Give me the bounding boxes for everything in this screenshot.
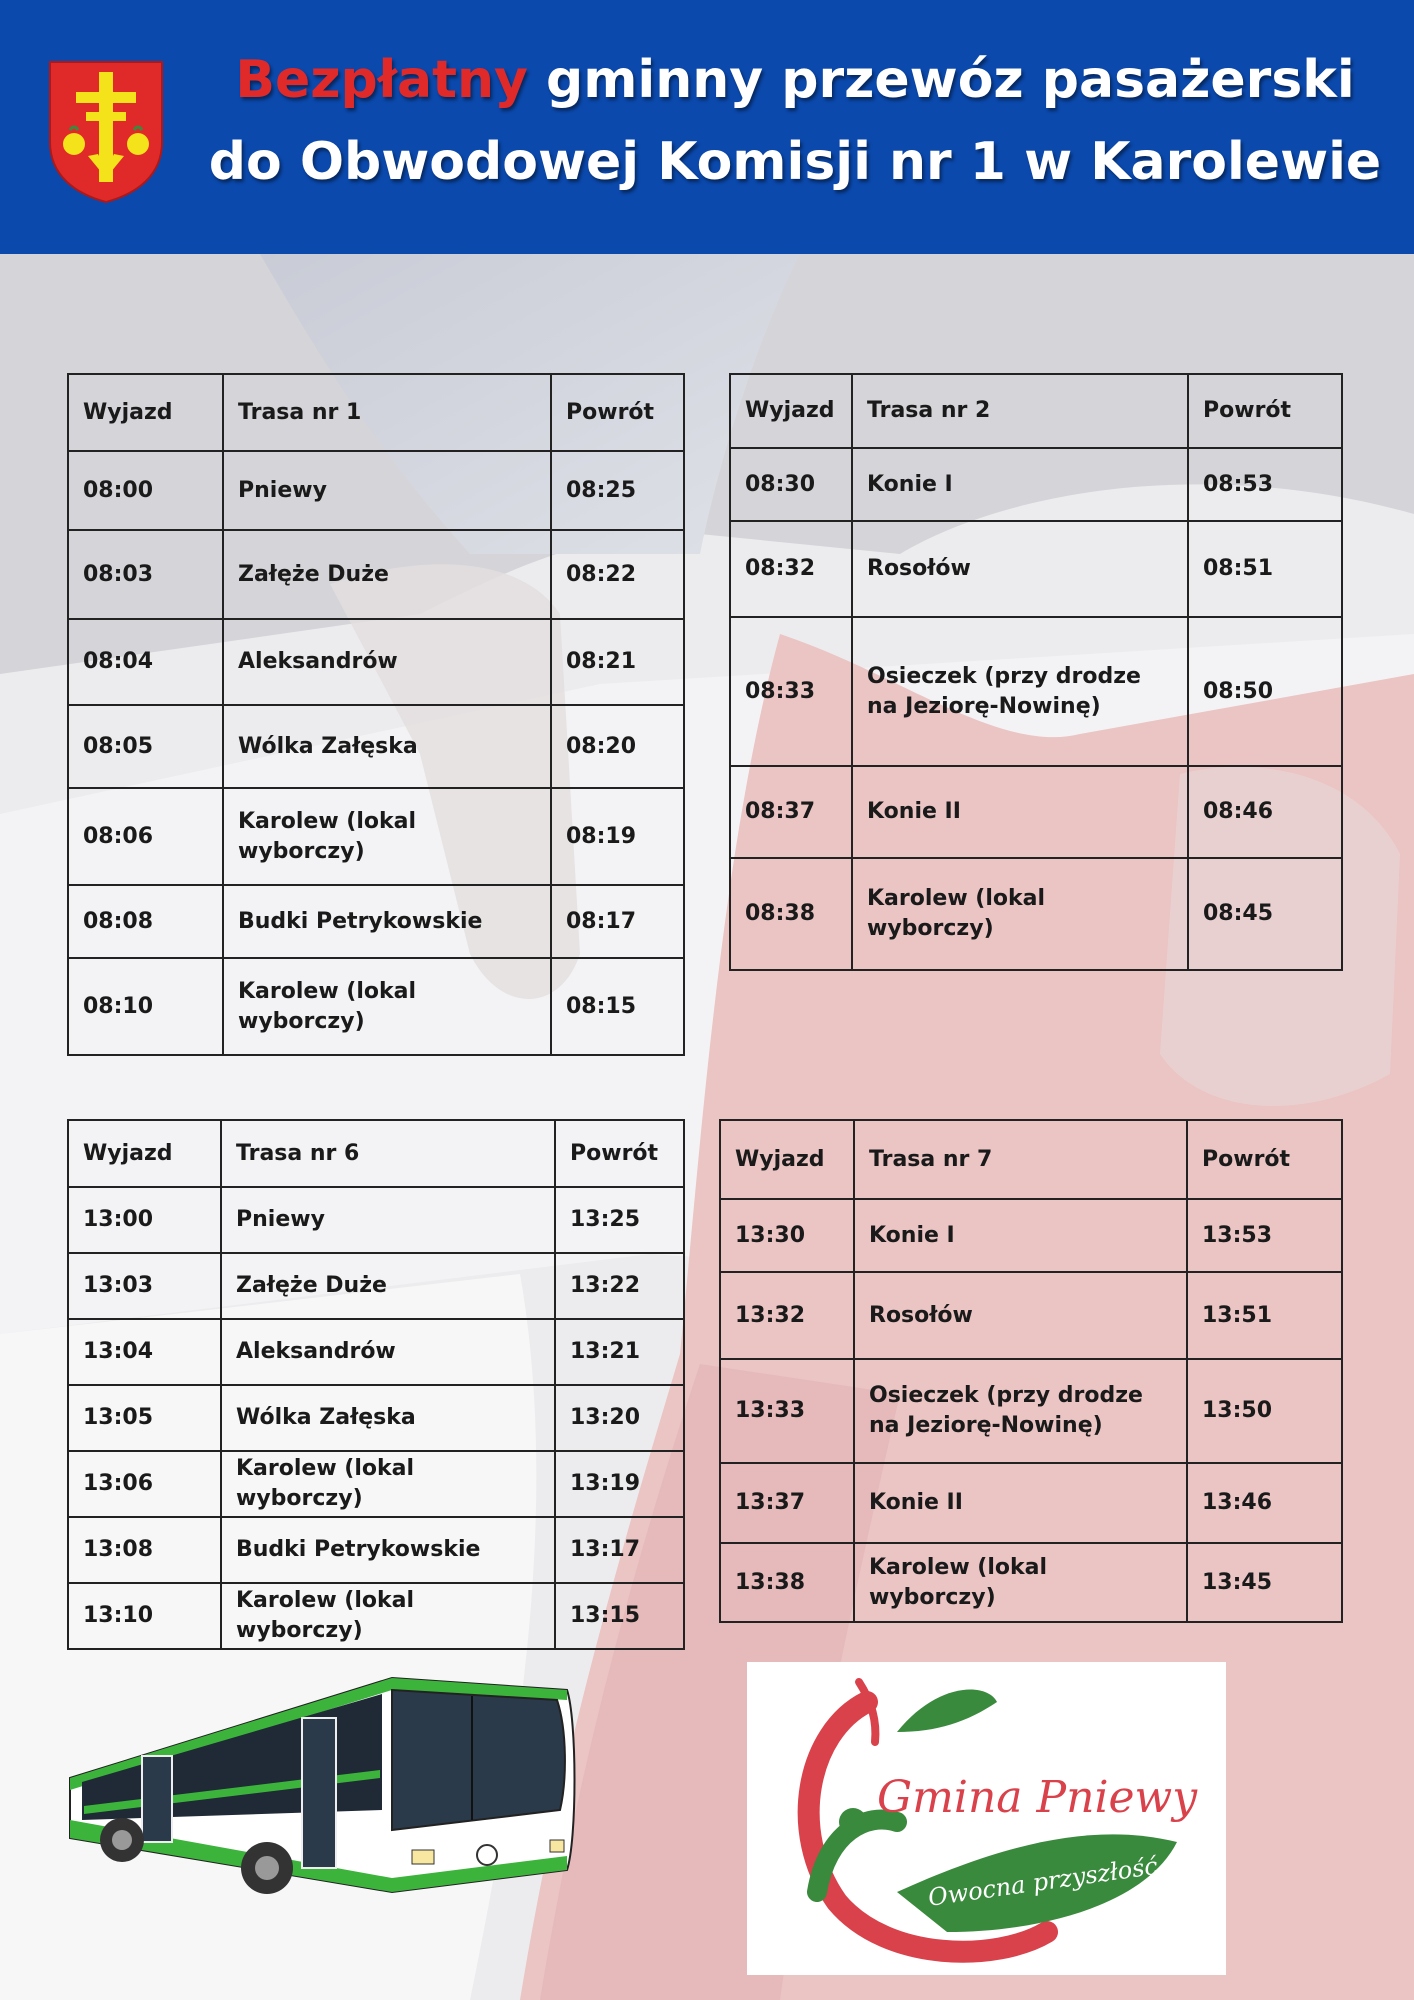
return-time: 08:21 bbox=[551, 619, 684, 705]
timetable-route-1 bbox=[67, 373, 685, 1056]
return-time: 08:20 bbox=[551, 705, 684, 788]
departure-time: 08:04 bbox=[68, 619, 223, 705]
stop-name: Osieczek (przy drodze na Jeziorę-Nowinę) bbox=[854, 1359, 1187, 1463]
title-accent: Bezpłatny bbox=[235, 50, 528, 110]
table-row bbox=[730, 858, 1342, 970]
return-time: 13:20 bbox=[555, 1385, 684, 1451]
stop-name: Aleksandrów bbox=[223, 619, 551, 705]
table-row bbox=[68, 958, 684, 1055]
departure-time: 08:10 bbox=[68, 958, 223, 1055]
return-time: 13:51 bbox=[1187, 1272, 1342, 1359]
return-time: 13:22 bbox=[555, 1253, 684, 1319]
departure-time: 08:05 bbox=[68, 705, 223, 788]
table-row bbox=[720, 1199, 1342, 1272]
stop-name: Pniewy bbox=[221, 1187, 555, 1253]
table-row bbox=[68, 788, 684, 885]
return-time: 13:25 bbox=[555, 1187, 684, 1253]
header-return: Powrót bbox=[555, 1120, 684, 1187]
table-row bbox=[68, 451, 684, 530]
table-row bbox=[68, 619, 684, 705]
coat-of-arms-icon bbox=[46, 58, 166, 204]
return-time: 08:22 bbox=[551, 530, 684, 619]
return-time: 08:51 bbox=[1188, 521, 1342, 617]
departure-time: 08:30 bbox=[730, 448, 852, 521]
header-departure: Wyjazd bbox=[68, 374, 223, 451]
header-return: Powrót bbox=[1187, 1120, 1342, 1199]
return-time: 13:46 bbox=[1187, 1463, 1342, 1543]
table-row bbox=[720, 1359, 1342, 1463]
header-banner bbox=[0, 0, 1414, 254]
departure-time: 13:37 bbox=[720, 1463, 854, 1543]
departure-time: 13:08 bbox=[68, 1517, 221, 1583]
departure-time: 08:32 bbox=[730, 521, 852, 617]
table-row bbox=[68, 1319, 684, 1385]
return-time: 08:45 bbox=[1188, 858, 1342, 970]
title-rest: gminny przewóz pasażerski bbox=[545, 50, 1355, 110]
stop-name: Konie II bbox=[854, 1463, 1187, 1543]
stop-name: Konie I bbox=[854, 1199, 1187, 1272]
header-return: Powrót bbox=[551, 374, 684, 451]
stop-name: Załęże Duże bbox=[223, 530, 551, 619]
stop-name: Konie II bbox=[852, 766, 1188, 858]
table-row bbox=[68, 530, 684, 619]
departure-time: 08:06 bbox=[68, 788, 223, 885]
departure-time: 13:00 bbox=[68, 1187, 221, 1253]
return-time: 08:15 bbox=[551, 958, 684, 1055]
logo-slogan: Owocna przyszłość bbox=[926, 1851, 1160, 1912]
stop-name: Załęże Duże bbox=[221, 1253, 555, 1319]
table-row bbox=[68, 705, 684, 788]
departure-time: 08:33 bbox=[730, 617, 852, 766]
table-row bbox=[68, 885, 684, 958]
stop-name: Wólka Załęska bbox=[223, 705, 551, 788]
return-time: 08:46 bbox=[1188, 766, 1342, 858]
stop-name: Karolew (lokal wyborczy) bbox=[223, 788, 551, 885]
timetable-route-6 bbox=[67, 1119, 685, 1650]
table-row bbox=[68, 1253, 684, 1319]
stop-name: Konie I bbox=[852, 448, 1188, 521]
stop-name: Budki Petrykowskie bbox=[221, 1517, 555, 1583]
table-row bbox=[68, 1385, 684, 1451]
table-row bbox=[68, 1451, 684, 1517]
table-row bbox=[720, 1543, 1342, 1622]
stop-name: Karolew (lokal wyborczy) bbox=[223, 958, 551, 1055]
departure-time: 13:03 bbox=[68, 1253, 221, 1319]
return-time: 08:25 bbox=[551, 451, 684, 530]
stop-name: Pniewy bbox=[223, 451, 551, 530]
stop-name: Rosołów bbox=[852, 521, 1188, 617]
stop-name: Karolew (lokal wyborczy) bbox=[221, 1451, 555, 1517]
table-row bbox=[68, 1517, 684, 1583]
table-row bbox=[730, 766, 1342, 858]
table-header-row bbox=[68, 1120, 684, 1187]
stop-name: Budki Petrykowskie bbox=[223, 885, 551, 958]
return-time: 13:15 bbox=[555, 1583, 684, 1649]
table-row bbox=[68, 1583, 684, 1649]
stop-name: Osieczek (przy drodze na Jeziorę-Nowinę) bbox=[852, 617, 1188, 766]
stop-name: Karolew (lokal wyborczy) bbox=[852, 858, 1188, 970]
table-row bbox=[68, 1187, 684, 1253]
header-route: Trasa nr 7 bbox=[854, 1120, 1187, 1199]
stop-name: Karolew (lokal wyborczy) bbox=[221, 1583, 555, 1649]
departure-time: 08:37 bbox=[730, 766, 852, 858]
header-return: Powrót bbox=[1188, 374, 1342, 448]
table-header-row bbox=[68, 374, 684, 451]
departure-time: 13:04 bbox=[68, 1319, 221, 1385]
table-header-row bbox=[720, 1120, 1342, 1199]
table-row bbox=[730, 521, 1342, 617]
timetable-route-2 bbox=[729, 373, 1343, 971]
title-line-1 bbox=[200, 50, 1390, 110]
departure-time: 08:03 bbox=[68, 530, 223, 619]
stop-name: Wólka Załęska bbox=[221, 1385, 555, 1451]
table-row bbox=[720, 1463, 1342, 1543]
departure-time: 08:08 bbox=[68, 885, 223, 958]
title-line-2: do Obwodowej Komisji nr 1 w Karolewie bbox=[208, 132, 1382, 192]
gmina-logo bbox=[747, 1662, 1226, 1975]
header-route: Trasa nr 1 bbox=[223, 374, 551, 451]
table-row bbox=[730, 448, 1342, 521]
departure-time: 13:05 bbox=[68, 1385, 221, 1451]
stop-name: Aleksandrów bbox=[221, 1319, 555, 1385]
return-time: 08:53 bbox=[1188, 448, 1342, 521]
departure-time: 13:10 bbox=[68, 1583, 221, 1649]
stop-name: Karolew (lokal wyborczy) bbox=[854, 1543, 1187, 1622]
departure-time: 13:33 bbox=[720, 1359, 854, 1463]
return-time: 13:50 bbox=[1187, 1359, 1342, 1463]
stop-name: Rosołów bbox=[854, 1272, 1187, 1359]
departure-time: 13:30 bbox=[720, 1199, 854, 1272]
logo-name: Gmina Pniewy bbox=[877, 1772, 1198, 1823]
bus-illustration bbox=[62, 1660, 582, 1915]
header-route: Trasa nr 2 bbox=[852, 374, 1188, 448]
return-time: 13:45 bbox=[1187, 1543, 1342, 1622]
return-time: 08:17 bbox=[551, 885, 684, 958]
return-time: 13:17 bbox=[555, 1517, 684, 1583]
return-time: 13:21 bbox=[555, 1319, 684, 1385]
departure-time: 13:06 bbox=[68, 1451, 221, 1517]
departure-time: 08:38 bbox=[730, 858, 852, 970]
departure-time: 13:38 bbox=[720, 1543, 854, 1622]
departure-time: 08:00 bbox=[68, 451, 223, 530]
header-route: Trasa nr 6 bbox=[221, 1120, 555, 1187]
timetable-route-7 bbox=[719, 1119, 1343, 1623]
departure-time: 13:32 bbox=[720, 1272, 854, 1359]
table-row bbox=[730, 617, 1342, 766]
header-departure: Wyjazd bbox=[68, 1120, 221, 1187]
table-row bbox=[720, 1272, 1342, 1359]
header-departure: Wyjazd bbox=[720, 1120, 854, 1199]
return-time: 08:19 bbox=[551, 788, 684, 885]
apple-logo-icon bbox=[747, 1662, 1226, 1975]
return-time: 13:53 bbox=[1187, 1199, 1342, 1272]
return-time: 08:50 bbox=[1188, 617, 1342, 766]
header-departure: Wyjazd bbox=[730, 374, 852, 448]
table-header-row bbox=[730, 374, 1342, 448]
return-time: 13:19 bbox=[555, 1451, 684, 1517]
